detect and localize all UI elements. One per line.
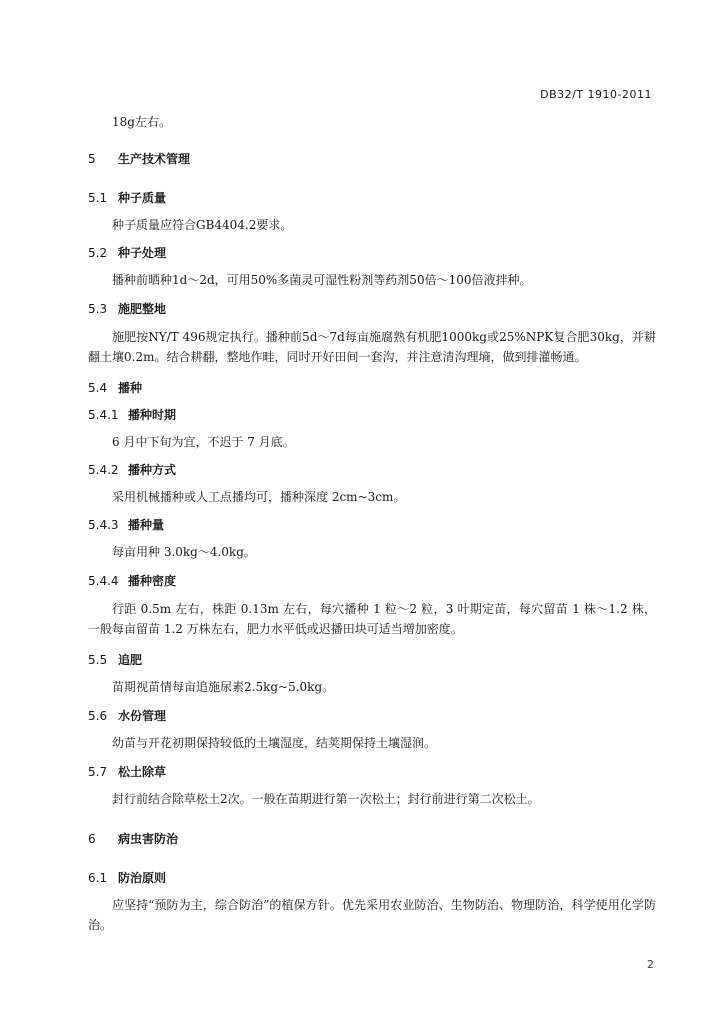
section-text-5-4-4: 行距 0.5m 左右，株距 0.13m 左右，每穴播种 1 粒～2 粒，3 叶期定苗，每穴留苗 1 株～1.2 株，一般每亩留苗 1.2 万株左右，肥力水平低或迟播田块可适当增加密度。 [88,602,656,636]
section-text-5-6: 幼苗与开花初期保持较低的土壤湿度，结荚期保持土壤湿润。 [112,736,437,750]
section-heading-6: 6 病虫害防治 [88,832,179,846]
section-heading-5-1: 5.1 种子质量 [88,191,167,205]
section-heading-5-6: 5.6 水份管理 [88,709,167,723]
section-heading-5-2: 5.2 种子处理 [88,246,167,260]
section-heading-5-5: 5.5 追肥 [88,653,143,667]
section-text-5-3: 施肥按NY/T 496规定执行。播种前5d～7d每亩施腐熟有机肥1000kg或25%NPK复合肥30kg，并耕翻土壤0.2m。结合耕翻，整地作畦，同时开好田间一套沟，并注意清沟理墒，做到排灌畅通。 [88,330,656,364]
section-text-5-7: 封行前结合除草松土2次。一般在苗期进行第一次松土；封行前进行第二次松土。 [112,792,540,806]
section-text-5-4-3: 每亩用种 3.0kg～4.0kg。 [112,545,256,559]
section-heading-5-4: 5.4 播种 [88,381,143,395]
section-heading-5-3: 5.3 施肥整地 [88,302,167,316]
continuation-text: 18g左右。 [112,115,171,129]
section-heading-5-7: 5.7 松土除草 [88,765,167,779]
section-heading-5-4-4: 5.4.4 播种密度 [88,574,177,588]
section-heading-5-4-1: 5.4.1 播种时期 [88,408,177,422]
page-number: 2 [647,958,654,971]
section-heading-5-4-3: 5.4.3 播种量 [88,518,165,532]
section-text-5-4-2: 采用机械播种或人工点播均可，播种深度 2cm~3cm。 [112,490,406,504]
section-text-5-4-1: 6 月中下旬为宜，不迟于 7 月底。 [112,435,295,449]
section-text-5-2: 播种前晒种1d～2d，可用50%多菌灵可湿性粉剂等药剂50倍～100倍液拌种。 [112,273,532,287]
section-heading-5: 5 生产技术管理 [88,152,191,166]
section-heading-5-4-2: 5.4.2 播种方式 [88,463,177,477]
section-text-5-1: 种子质量应符合GB4404.2要求。 [112,218,293,232]
section-text-6-1: 应坚持“预防为主，综合防治”的植保方针。优先采用农业防治、生物防治、物理防治，科学使用化学防治。 [88,898,656,932]
section-text-5-5: 苗期视苗情每亩追施尿素2.5kg~5.0kg。 [112,680,335,694]
standard-code: DB32/T 1910-2011 [540,88,652,101]
section-heading-6-1: 6.1 防治原则 [88,871,167,885]
